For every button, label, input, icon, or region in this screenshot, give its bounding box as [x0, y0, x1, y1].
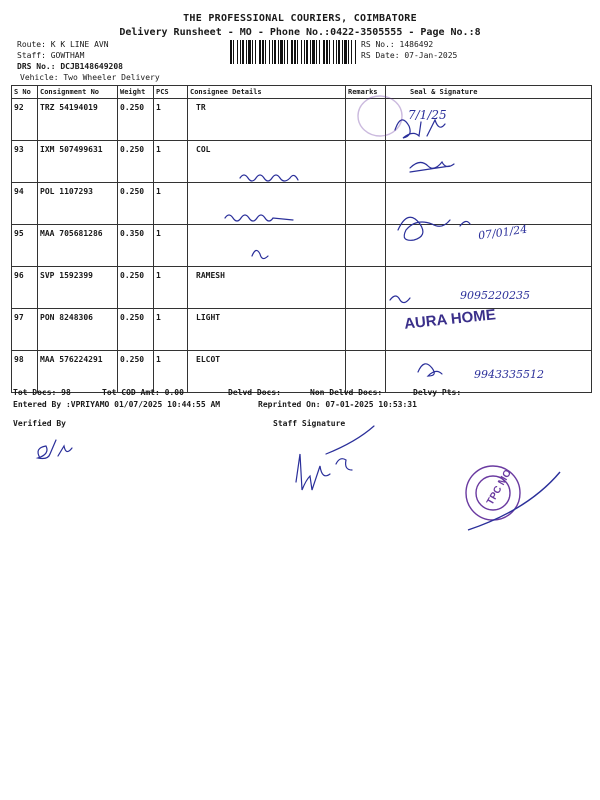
barcode-bar	[274, 40, 276, 64]
barcode-bar	[240, 40, 241, 64]
barcode-bar	[246, 40, 247, 64]
cell-remarks	[346, 99, 386, 141]
cell-consignee: LIGHT	[188, 309, 346, 351]
cell-consignment: IXM 507499631	[38, 141, 118, 183]
runsheet-subtitle: Delivery Runsheet - MO - Phone No.:0422-3505555 - Page No.:8	[119, 27, 481, 38]
barcode-bar	[272, 40, 273, 64]
cell-weight: 0.250	[118, 99, 154, 141]
cell-remarks	[346, 309, 386, 351]
barcode-bar	[333, 40, 334, 64]
cell-pcs: 1	[154, 267, 188, 309]
table-header-row	[12, 86, 592, 99]
cell-sno: 94	[12, 183, 38, 225]
cell-weight: 0.250	[118, 309, 154, 351]
aura-home-stamp: AURA HOME	[403, 306, 497, 333]
cell-consignment: PON 8248306	[38, 309, 118, 351]
vehicle-text: Vehicle: Two Wheeler Delivery	[20, 73, 160, 82]
barcode-bar	[342, 40, 343, 64]
barcode-image	[230, 40, 356, 64]
barcode-bar	[348, 40, 349, 64]
cell-weight: 0.350	[118, 225, 154, 267]
staff-signature	[296, 454, 352, 490]
cell-sno: 92	[12, 99, 38, 141]
staff-signature-label: Staff Signature	[273, 419, 346, 428]
cell-weight: 0.250	[118, 141, 154, 183]
barcode-bar	[329, 40, 330, 64]
cell-consignment: TRZ 54194019	[38, 99, 118, 141]
cell-pcs: 1	[154, 183, 188, 225]
barcode-bar	[269, 40, 270, 64]
col-header-sno: S No	[12, 86, 38, 99]
barcode-bar	[242, 40, 244, 64]
tot-cod-amt: Tot COD Amt: 0.00	[102, 388, 184, 397]
barcode-bar	[233, 40, 234, 64]
cell-remarks	[346, 267, 386, 309]
barcode-bar	[326, 40, 328, 64]
cell-sno: 98	[12, 351, 38, 393]
cell-remarks	[346, 183, 386, 225]
handwritten-phone: 9095220235	[460, 289, 530, 302]
col-header-remarks: Remarks	[346, 86, 386, 99]
cell-sno: 93	[12, 141, 38, 183]
cell-remarks	[346, 351, 386, 393]
drs-text: DRS No.: DCJB148649208	[17, 62, 123, 71]
route-text: Route: K K LINE AVN	[17, 40, 109, 49]
barcode-bar	[280, 40, 283, 64]
barcode-bar	[237, 40, 238, 64]
entered-by: Entered By :VPRIYAMO 01/07/2025 10:44:55 AM	[13, 400, 221, 409]
delvy-pts: Delvy Pts:	[413, 388, 462, 397]
barcode-bar	[230, 40, 232, 64]
cell-seal-signature	[386, 267, 592, 309]
barcode-bar	[306, 40, 308, 64]
staff-text: Staff: GOWTHAM	[17, 51, 85, 60]
barcode-bar	[319, 40, 320, 64]
cell-pcs: 1	[154, 351, 188, 393]
cell-remarks	[346, 141, 386, 183]
col-header-pcs: PCS	[154, 86, 188, 99]
cell-pcs: 1	[154, 141, 188, 183]
cell-consignee: RAMESH	[188, 267, 346, 309]
barcode-bar	[316, 40, 317, 64]
runsheet-table	[11, 85, 592, 393]
barcode-bar	[351, 40, 352, 64]
col-header-consignee: Consignee Details	[188, 86, 346, 99]
cell-pcs: 1	[154, 309, 188, 351]
cell-consignment: MAA 576224291	[38, 351, 118, 393]
barcode-bar	[265, 40, 266, 64]
cell-pcs: 1	[154, 99, 188, 141]
handwritten-date: 07/01/24	[477, 222, 529, 243]
verified-signature	[38, 440, 72, 459]
table-row	[12, 267, 592, 309]
barcode-bar	[262, 40, 264, 64]
barcode-bar	[291, 40, 293, 64]
tpc-seal-signature	[468, 472, 560, 530]
cell-consignee: COL	[188, 141, 346, 183]
cell-seal-signature	[386, 183, 592, 225]
barcode-bar	[310, 40, 311, 64]
table-row	[12, 99, 592, 141]
table-row	[12, 183, 592, 225]
barcode-bar	[344, 40, 347, 64]
tpc-seal-text: TPC MO	[484, 467, 514, 508]
barcode-bar	[278, 40, 279, 64]
col-header-seal-signature: Seal & Signature	[386, 86, 592, 99]
company-title: THE PROFESSIONAL COURIERS, COIMBATORE	[183, 13, 417, 24]
barcode-bar	[294, 40, 296, 64]
cell-weight: 0.250	[118, 267, 154, 309]
cell-sno: 95	[12, 225, 38, 267]
cell-weight: 0.250	[118, 351, 154, 393]
barcode-bar	[304, 40, 305, 64]
cell-consignment: POL 1107293	[38, 183, 118, 225]
reprinted-on: Reprinted On: 07-01-2025 10:53:31	[258, 400, 417, 409]
barcode-bar	[323, 40, 325, 64]
cell-consignee	[188, 183, 346, 225]
rs-no-text: RS No.: 1486492	[361, 40, 434, 49]
cell-weight: 0.250	[118, 183, 154, 225]
cell-remarks	[346, 225, 386, 267]
barcode-bar	[255, 40, 256, 64]
verified-by-label: Verified By	[13, 419, 66, 428]
cell-consignee	[188, 225, 346, 267]
cell-pcs: 1	[154, 225, 188, 267]
staff-signature-tail	[326, 426, 374, 454]
barcode-bar	[312, 40, 315, 64]
cell-consignee: TR	[188, 99, 346, 141]
table-row	[12, 141, 592, 183]
col-header-consignment: Consignment No	[38, 86, 118, 99]
barcode-bar	[301, 40, 302, 64]
barcode-bar	[338, 40, 340, 64]
cell-sno: 97	[12, 309, 38, 351]
barcode-bar	[355, 40, 356, 64]
barcode-bar	[252, 40, 253, 64]
barcode-bar	[287, 40, 288, 64]
handwritten-phone: 9943335512	[474, 368, 544, 381]
barcode-bar	[259, 40, 261, 64]
tot-docs: Tot Docs: 98	[13, 388, 71, 397]
non-delvd-docs: Non Delvd Docs:	[310, 388, 383, 397]
cell-consignment: MAA 705681286	[38, 225, 118, 267]
col-header-weight: Weight	[118, 86, 154, 99]
barcode-bar	[297, 40, 298, 64]
barcode-bar	[284, 40, 285, 64]
barcode-bar	[248, 40, 251, 64]
handwritten-date: 7/1/25	[408, 108, 447, 122]
cell-consignee: ELCOT	[188, 351, 346, 393]
cell-consignment: SVP 1592399	[38, 267, 118, 309]
delvd-docs: Delvd Docs:	[228, 388, 281, 397]
table-row	[12, 309, 592, 351]
barcode-bar	[336, 40, 337, 64]
cell-sno: 96	[12, 267, 38, 309]
cell-seal-signature	[386, 141, 592, 183]
rs-date-text: RS Date: 07-Jan-2025	[361, 51, 458, 60]
